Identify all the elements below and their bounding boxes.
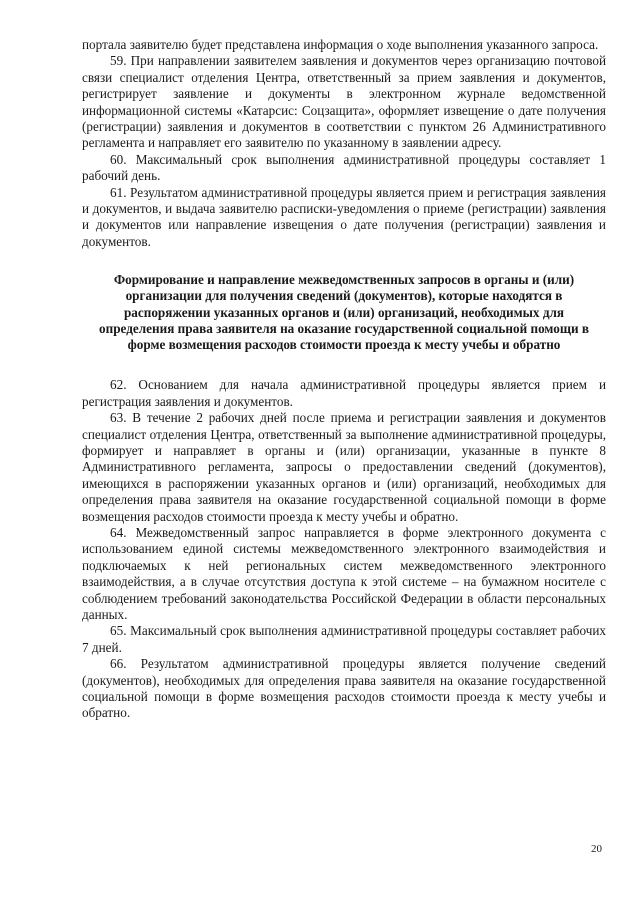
paragraph-62: 62. Основанием для начала административной процедуры является прием и регистрация заявления и документов. xyxy=(82,377,606,409)
paragraph-66: 66. Результатом административной процедуры является получение сведений (документов), необходимых для определения права заявителя на оказание государственной социальной помощи в форме возмещения расходов стоимости проезда к месту учебы и обратно. xyxy=(82,656,606,721)
paragraph-63: 63. В течение 2 рабочих дней после приема и регистрации заявления и документов специалист отделения Центра, ответственный за выполнение административной процедуры, формирует и направляет в органы и (или) организации, указанные в пункте 8 Административного регламента, запросы о предоставлении сведений (документов), имеющихся в распоряжении указанных органов и (или) организаций, необходимых для определения права заявителя на оказание государственной социальной помощи в форме возмещения расходов стоимости проезда к месту учебы и обратно. xyxy=(82,410,606,524)
paragraph-65: 65. Максимальный срок выполнения административной процедуры составляет рабочих 7 дней. xyxy=(82,623,606,655)
paragraph-64: 64. Межведомственный запрос направляется в форме электронного документа с использованием единой системы межведомственного электронного взаимодействия и подключаемых к ней региональных систем межведомственного электронного взаимодействия, а в случае отсутствия доступа к этой системе – на бумажном носителе с соблюдением требований законодательства Российской Федерации в области персональных данных. xyxy=(82,524,606,622)
page-number: 20 xyxy=(591,843,602,855)
document-body xyxy=(82,37,606,722)
paragraph-59: 59. При направлении заявителем заявления и документов через организацию почтовой связи специалист отделения Центра, ответственный за прием заявления и документов, регистрирует заявление и документы в электронном журнале ведомственной информационной системы «Катарсис: Соцзащита», оформляет извещение о дате получения (регистрации) заявления и документов в соответствии с пунктом 26 Административного регламента и направляет его заявителю по указанному в заявлении адресу. xyxy=(82,53,606,151)
paragraph-61: 61. Результатом административной процедуры является прием и регистрация заявления и документов, и выдача заявителю расписки-уведомления о приеме (регистрации) заявления и документов или направление извещения о дате получения (регистрации) заявления и документов. xyxy=(82,184,606,249)
paragraph-60: 60. Максимальный срок выполнения административной процедуры составляет 1 рабочий день. xyxy=(82,151,606,184)
paragraph-continuation: портала заявителю будет представлена информация о ходе выполнения указанного запроса. xyxy=(82,37,599,52)
section-heading: Формирование и направление межведомственных запросов в органы и (или) организации для получения сведений (документов), которые находятся в распоряжении указанных органов и (или) организаций, необходимых для определения права заявителя на оказание государственной социальной помощи в форме возмещения расходов стоимости проезда к месту учебы и обратно xyxy=(99,272,589,353)
